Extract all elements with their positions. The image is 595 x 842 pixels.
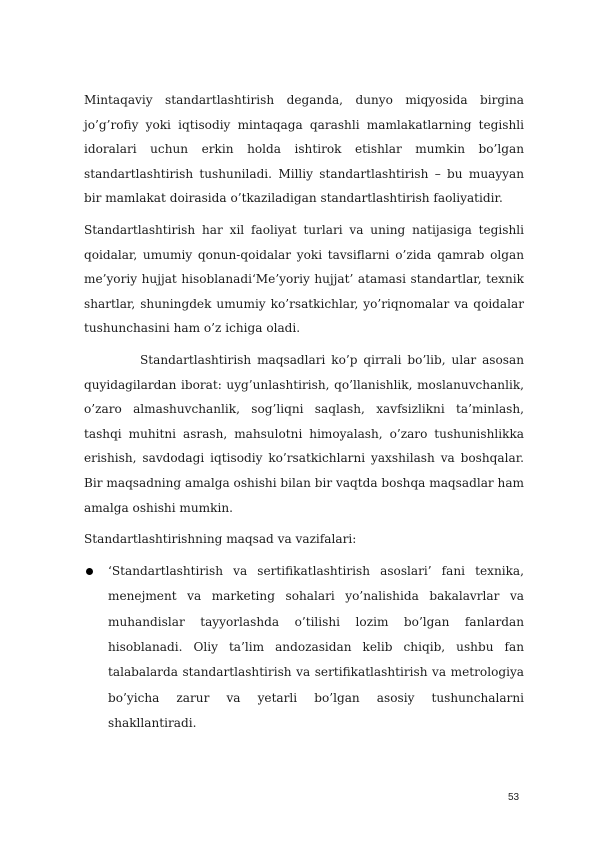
bullet-icon [86,568,93,575]
section-heading-goals-tasks: Standartlashtirishning maqsad va vazifalari: [84,532,357,547]
list-item [84,559,524,737]
page-number: 53 [508,792,520,803]
bullet-list [84,559,524,737]
document-page [84,88,524,737]
paragraph-normative-document: Standartlashtirish har xil faoliyat turlari va uning natijasiga tegishli qoidalar, umumiy qonun-qoidalar yoki tavsiflarni o’zida qamrab olgan me’yoriy hujjat hisoblanadi‘Me’yoriy hujjat’ atamasi standartlar, texnik shartlar, shuningdek umumiy ko’rsatkichlar, yo’riqnomalar va qoidalar tushunchasini ham o’z ichiga oladi. [84,222,524,336]
paragraph-regional-standardization: Mintaqaviy standartlashtirish deganda, dunyo miqyosida birgina jo’g’rofiy yoki iqtisodiy mintaqaga qarashli mamlakatlarning tegishli idoralari uchun erkin holda ishtirok etishlar mumkin bo’lgan standartlashtirish tushuniladi. Milliy standartlashtirish – bu muayyan bir mamlakat doirasida o’tkaziladigan standartlashtirish faoliyatidir. [84,93,524,206]
list-item-text: ‘Standartlashtirish va sertifikatlashtirish asoslari’ fani texnika, menejment va marketing sohalari yo’nalishida bakalavrlar va muhandislar tayyorlashda o’tilishi lozim bo’lgan fanlardan hisoblanadi. Oliy ta’lim andozasidan kelib chiqib, ushbu fan talabalarda standartlashtirish va sertifikatlashtirish va metrologiya bo’yicha zarur va yetarli bo’lgan asosiy tushunchalarni shakllantiradi. [108,563,524,731]
paragraph-standardization-goals: Standartlashtirish maqsadlari ko’p qirrali bo’lib, ular asosan quyidagilardan iborat: uyg’unlashtirish, qo’llanishlik, moslanuvchanlik, o’zaro almashuvchanlik, sog’liqni saqlash, xavfsizlikni ta’minlash, tashqi muhitni asrash, mahsulotni himoyalash, o’zaro tushunishlikka erishish, savdodagi iqtisodiy ko’rsatkichlarni yaxshilash va boshqalar. Bir maqsadning amalga oshishi bilan bir vaqtda boshqa maqsadlar ham amalga oshishi mumkin. [84,352,524,515]
